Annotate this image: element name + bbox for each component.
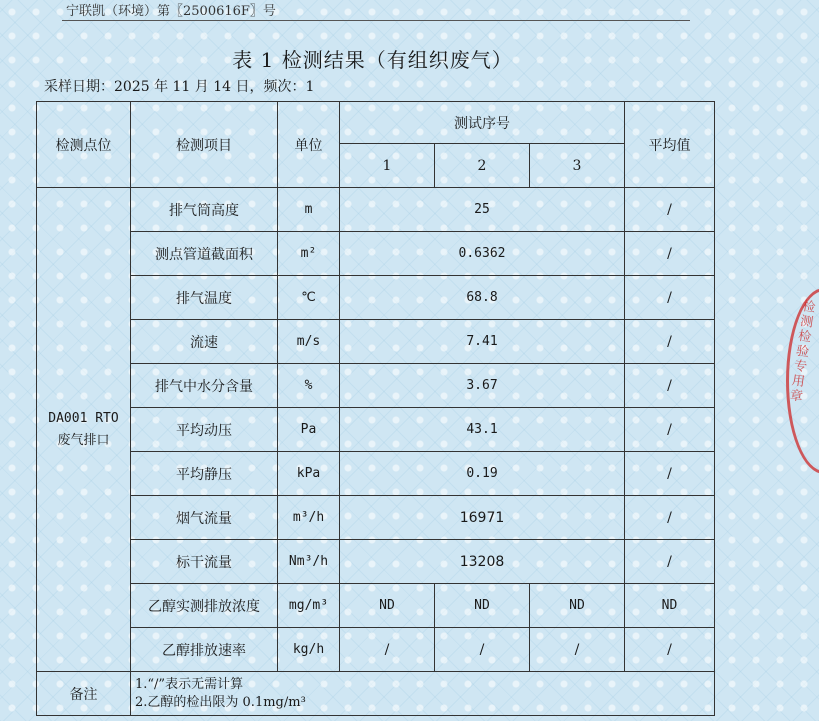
- notes-cell: [131, 672, 715, 716]
- item-label: 测点管道截面积: [131, 232, 278, 276]
- unit-cell: kPa: [278, 452, 340, 496]
- value-cell: ND: [435, 584, 530, 628]
- value-cell: /: [530, 628, 625, 672]
- value-cell: 3.67: [340, 364, 625, 408]
- unit-cell: ℃: [278, 276, 340, 320]
- item-label: 平均静压: [131, 452, 278, 496]
- value-cell: ND: [340, 584, 435, 628]
- table-title: 表 1 检测结果（有组织废气）: [232, 48, 513, 72]
- unit-cell: Nm³/h: [278, 540, 340, 584]
- avg-cell: /: [625, 628, 715, 672]
- avg-cell: ND: [625, 584, 715, 628]
- seq-label: 3: [530, 144, 625, 188]
- value-cell: 43.1: [340, 408, 625, 452]
- avg-cell: /: [625, 232, 715, 276]
- unit-cell: Pa: [278, 408, 340, 452]
- avg-cell: /: [625, 276, 715, 320]
- value-cell: /: [435, 628, 530, 672]
- item-label: 排气温度: [131, 276, 278, 320]
- seal-text: 检测检验专用章: [788, 299, 817, 405]
- results-table: [36, 101, 715, 716]
- value-cell: ND: [530, 584, 625, 628]
- sampling-point: [37, 188, 131, 672]
- avg-cell: /: [625, 408, 715, 452]
- avg-cell: /: [625, 452, 715, 496]
- header-divider: [62, 20, 690, 21]
- value-cell: /: [340, 628, 435, 672]
- value-cell: 25: [340, 188, 625, 232]
- avg-cell: /: [625, 540, 715, 584]
- unit-cell: m²: [278, 232, 340, 276]
- header-average: 平均值: [625, 102, 715, 188]
- header-unit: 单位: [278, 102, 340, 188]
- item-label: 平均动压: [131, 408, 278, 452]
- sampling-point-name: DA001 RTO 废气排口: [48, 410, 119, 448]
- item-label: 标干流量: [131, 540, 278, 584]
- header-item: 检测项目: [131, 102, 278, 188]
- unit-cell: m³/h: [278, 496, 340, 540]
- note-line: 1.“/”表示无需计算: [135, 676, 244, 692]
- value-cell: 7.41: [340, 320, 625, 364]
- item-label: 排气中水分含量: [131, 364, 278, 408]
- item-label: 乙醇排放速率: [131, 628, 278, 672]
- value-cell: 0.19: [340, 452, 625, 496]
- value-cell: 16971: [340, 496, 625, 540]
- avg-cell: /: [625, 364, 715, 408]
- unit-cell: kg/h: [278, 628, 340, 672]
- header-test-seq: 测试序号: [340, 102, 625, 144]
- item-label: 烟气流量: [131, 496, 278, 540]
- header-point: 检测点位: [37, 102, 131, 188]
- unit-cell: m: [278, 188, 340, 232]
- unit-cell: m/s: [278, 320, 340, 364]
- notes-label: 备注: [37, 672, 131, 716]
- value-cell: 13208: [340, 540, 625, 584]
- value-cell: 0.6362: [340, 232, 625, 276]
- document-number: 宁联凯（环境）第〖2500616F〗号: [66, 4, 276, 19]
- item-label: 乙醇实测排放浓度: [131, 584, 278, 628]
- sampling-info: 采样日期：2025 年 11 月 14 日，频次：1: [44, 79, 315, 95]
- seq-label: 2: [435, 144, 530, 188]
- unit-cell: %: [278, 364, 340, 408]
- item-label: 排气筒高度: [131, 188, 278, 232]
- avg-cell: /: [625, 496, 715, 540]
- note-line: 2.乙醇的检出限为 0.1mg/m³: [135, 694, 306, 710]
- item-label: 流速: [131, 320, 278, 364]
- avg-cell: /: [625, 188, 715, 232]
- unit-cell: mg/m³: [278, 584, 340, 628]
- seq-label: 1: [340, 144, 435, 188]
- avg-cell: /: [625, 320, 715, 364]
- value-cell: 68.8: [340, 276, 625, 320]
